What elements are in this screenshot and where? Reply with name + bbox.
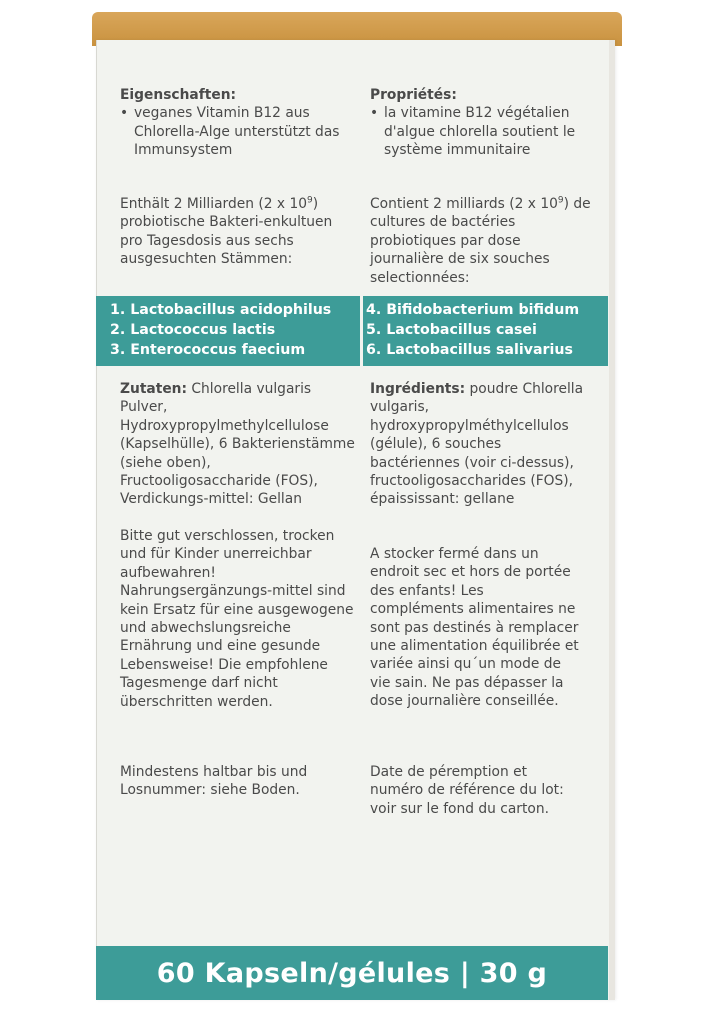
strain-item-2: 2. Lactococcus lactis <box>110 322 276 338</box>
ingredients-label-fr: Ingrédients: <box>370 381 466 397</box>
content-text-fr <box>370 195 594 287</box>
properties-label-de: Eigenschaften: <box>120 87 237 103</box>
properties-section-fr <box>370 86 594 160</box>
strain-item-4: 4. Bifidobacterium bifidum <box>366 302 580 318</box>
strain-item-5: 5. Lactobacillus casei <box>366 322 537 338</box>
strain-item-3: 3. Enterococcus faecium <box>110 342 306 358</box>
strain-item-6: 6. Lactobacillus salivarius <box>366 342 573 358</box>
expiry-section-fr <box>370 763 570 818</box>
ingredients-text-fr <box>370 380 594 509</box>
content-text-de <box>120 195 356 269</box>
content-text-fr-part2: ) de cultures de bactéries probiotiques par dose journalière de six souches selectionnées: <box>370 196 591 286</box>
strain-band-divider <box>360 296 363 366</box>
storage-text-fr: A stocker fermé dans un endroit sec et hors de portée des enfants! Les compléments alimentaires ne sont pas destinés à remplacer une alimentation équilibrée et variée ainsi qu´un mode de vie sain. Ne pas dépasser la dose journalière conseillée. <box>370 546 579 710</box>
strain-item-1: 1. Lactobacillus acidophilus <box>110 302 332 318</box>
content-section-de <box>120 195 356 269</box>
storage-text-de: Bitte gut verschlossen, trocken und für Kinder unerreichbar aufbewahren! Nahrungsergänzungs-mittel sind kein Ersatz für eine ausgewogene und abwechslungsreiche Ernährung und eine gesunde Lebensweise! Die empfohlene Tagesmenge darf nicht überschritten werden. <box>120 528 354 710</box>
package-side-panel <box>96 40 615 1000</box>
expiry-text-fr: Date de péremption et numéro de référence du lot: voir sur le fond du carton. <box>370 764 564 817</box>
properties-section-de <box>120 86 356 160</box>
properties-label-fr: Propriétés: <box>370 87 457 103</box>
ingredients-section-de <box>120 380 356 509</box>
exponent-de: 9 <box>307 195 313 206</box>
content-text-fr-part1: Contient 2 milliards (2 x 10 <box>370 196 558 212</box>
expiry-section-de <box>120 763 320 800</box>
ingredients-body-de: Chlorella vulgaris Pulver, Hydroxypropylmethylcellulose (Kapselhülle), 6 Bakterienstämme (siehe oben), Fructooligosaccharide (FOS), Verdickungs-mittel: Gellan <box>120 381 355 508</box>
storage-section-fr <box>370 545 580 711</box>
ingredients-label-de: Zutaten: <box>120 381 188 397</box>
exponent-fr: 9 <box>557 195 564 206</box>
content-text-de-part1: Enthält 2 Milliarden (2 x 10 <box>120 196 308 212</box>
properties-bullet-de: • veganes Vitamin B12 aus Chlorella-Alge unterstützt das Immunsystem <box>120 104 356 159</box>
ingredients-body-fr: poudre Chlorella vulgaris, hydroxypropylméthylcellulos (gélule), 6 souches bactériennes (voir ci-dessus), fructooligosaccharides (FOS), épaississant: gellane <box>370 381 584 508</box>
expiry-text-de: Mindestens haltbar bis und Losnummer: siehe Boden. <box>120 764 308 799</box>
content-text-de-part2: ) probiotische Bakteri-enkultuen pro Tagesdosis aus sechs ausgesuchten Stämmen: <box>120 196 333 268</box>
footer-quantity-text: 60 Kapseln/gélules | 30 g <box>156 958 548 989</box>
storage-section-de <box>120 527 356 711</box>
ingredients-text-de <box>120 380 356 509</box>
ingredients-section-fr <box>370 380 594 509</box>
properties-bullet-fr: • la vitamine B12 végétalien d'algue chlorella soutient le système immunitaire <box>370 104 594 159</box>
content-section-fr <box>370 195 594 287</box>
